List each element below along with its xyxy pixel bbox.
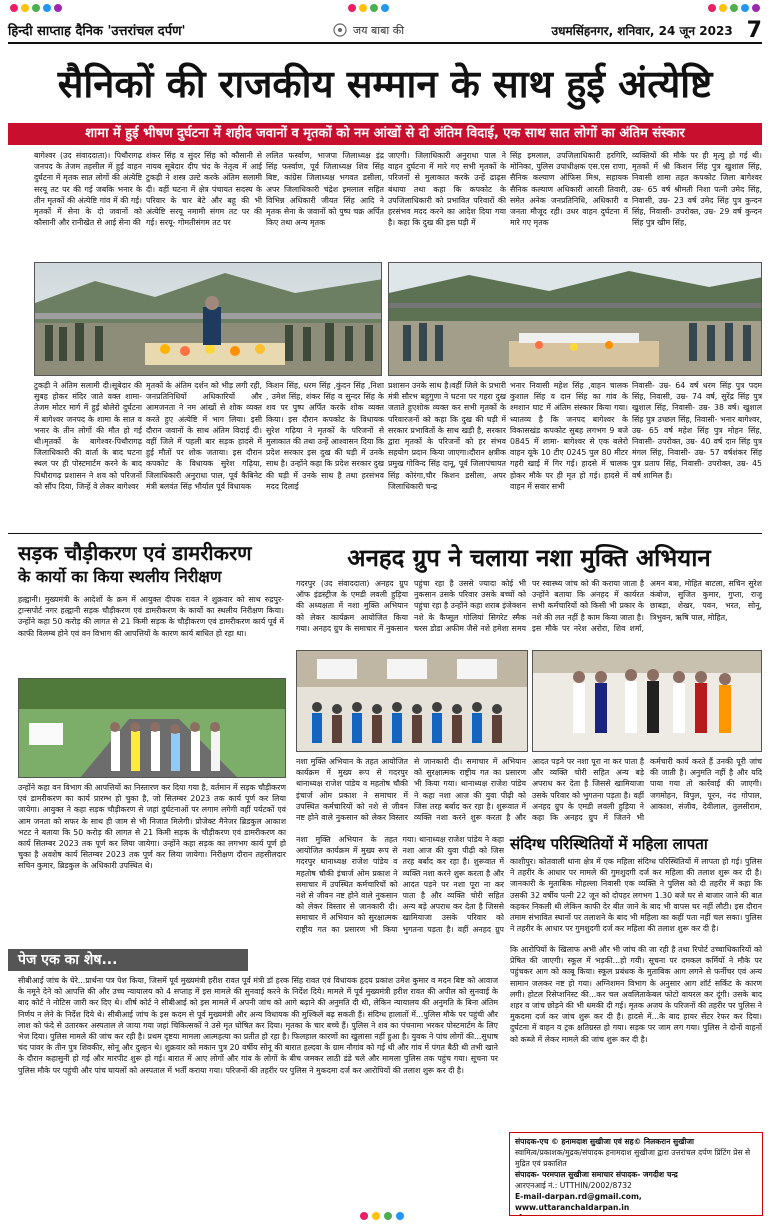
color-dots-left xyxy=(10,4,62,12)
dateline xyxy=(552,18,762,43)
anhad-body-mid: नशा मुक्ति अभियान के तहत आयोजित कार्यक्रम में मुख्य रूप से गदरपुर थानाध्यक्ष राजेश पांडेय व महतोष चौकी इंचार्ज ओम प्रकाश ने समाचार में उपस्थित कर्मचारियों को नशे से जीवन नष्ट होने वाले नुकसान को लेकर विस्तार से जानकारी दी। समाचार में अभियान को सुरक्षात्मक राष्ट्रीय गत का प्रसारण भी किया गया। थानाध्यक्ष राजेश पांडेय ने कहा नशा आज की युवा पीढ़ी को जिस तरह बर्बाद कर रहा है। शुरूवात में व्यक्ति नशा करने शुरू करता है और आदत पड़ने पर नशा पूरा ना कर पाता है और व्यक्ति चोरी सहित अन्य बड़े अपराध कर देता है जिससे खामियाजा उसके परिवार को भुगतना पड़ता है। वहीं अनहद ग्रुप के एमडी लवली हुड़िया ने कहा कि अनहद ग्रुप में जितने भी कर्मचारी कार्य करते हैं उनकी पूरी जांच की जाती है। अनुमति नहीं है और यदि पाया गया तो कार्रवाई की जाएगी। जगमोहन, विपुल, पूरन, नंद गोपाल, आकाश, संजीव, देवीलाल, तुलसीराम, xyxy=(296,757,762,823)
road-inspection-photo xyxy=(18,678,286,778)
bottom-color-dots xyxy=(360,1212,404,1220)
lead-col-4: जाएगी। जिलाधिकारी अनुराधा पाल ने वाहन दुर्घटना में मारे गए सभी मृतकों के परिजनों से मुलाकात करके उन्हें ढाढ़स बंधाया तथा कहा कि कपकोट के उपजिलाधिकारी को प्रभावित परिवारों की हरसंभव मदद करने का आदेश दिया गया है। कहा कि दुख की इस घड़ी में xyxy=(388,151,506,228)
lead-col-5: सिंह इमलाल, उपजिलाधिकारी हरगिरि, मोनिका, पुलिस उपाधीक्षक एस.एस राणा, सैनिक कल्याण ऑफिस मिश्र, सहायक सैनिक कल्याण अधिकारी आरती तिवारी, समेत अनेक जनप्रतिनिधि, अधिकारी व जनता मौजूद रही। उधर वाहन दुर्घटना में मारे गए मृतक xyxy=(510,151,628,228)
lead-col-2b: मृतकों के अंतिम दर्शन को भीड़ लगी रही, जनप्रतिनिधियों अधिकारियों और आमजनता ने नम आंखों से शोक व्यक्त करते हुए अंत्येष्टि में भाग लिया। इसी दौरान जवानों के साथ अंतिम विदाई दी।वहीं जिले में पहली बार सड़क हादसे में हुई मौतों पर शोक जताया। इस दौरान कपकोट के विधायक सुरेश गढ़िया, जिलाधिकारी अनुराधा पाल, पूर्व कैबिनेट मंत्री बलवंत सिंह भौर्याल पूर्व विधायक xyxy=(146,381,262,491)
continued-right-body: कि आरोपियों के खिलाफ अभी और भी जांच की जा रही है तथा रिपोर्ट उच्चाधिकारियों को प्रेषित की जाएगी। स्कूल में भड़की...हो गयी। सूचना पर दमकल कर्मियों ने मौके पर पहुंचकर आग को काबू किया। स्कूल प्रबंधक के मुताबिक आग लगने से फर्नीचर एवं अन्य सामान जलकर नष्ट हो गया। अग्निशमन विभाग के अनुसार आग शॉर्ट सर्किट के कारण लगी। होटल रिसेप्शनिस्ट की...कर चल अवलिताकेबल फोटो वायरल कर दूंगी। उसके बाद शहर व जांच छोड़ने की भी धमकी दी गई। मृतक अजय के परिजनों की तहरीर पर पुलिस ने मुकदमा दर्ज कर जांच शुरू कर दी है। हादसे में...के बाद हायर सेंटर रेफर कर दिया। दुर्घटना में वाहन व ट्रक क्षतिग्रस्त हो गया। सड़क पर जाम लग गया। पुलिस ने दोनों वाहनों को कब्जे में लेकर मामले की जांच शुरू कर दी है। xyxy=(510,945,762,1044)
anhad-event-photo-2 xyxy=(532,650,762,752)
imprint-line-2: स्वामित्व/प्रकाशक/मुद्रक/संपादक हनामदाश सुखीजा द्वारा उत्तरांचल दर्पण प्रिंटिंग प्रेस से मुद्रित एवं प्रकाशित xyxy=(515,1148,751,1168)
lead-col-2: शंकर सिंह व सुंदर सिंह को कौसानी से नायब सूबेदार दीप चंद के नेतृत्व में आई टुकड़ी ने शस्त्र उल्टे करके अंतिम सलामी दी। वहीं घटना में क्षेत्र पंचायत सदस्य के परिवार के चार बेटे और बहू की भी अंत्येष्टि सरयू नमामी संगम तट पर की गई। सरयू- गोमतीसंगम तट पर xyxy=(146,151,262,228)
slogan xyxy=(333,23,404,38)
page-one-continued-body: सीबीआई जांच के घेरे...प्रार्थना पत्र पेश किया, जिसमें पूर्व मुख्यमंत्री हरीश रावत पूर्व मंत्री डॉ हरक सिंह रावत एवं विधायक हृदय प्रकाश उमेश कुमार व मदन बिष्ट को आवाज के नमूने देने को आपत्ति की और उच्च न्यायालय को 4 सप्ताह में इस मामले की सुनवाई करने के निर्देश दिये। मामले में पूर्व मुख्यमंत्री हरीश रावत की अपील को सुनवाई के बाद कोर्ट ने नोटिस जारी कर दिए थे। शीर्ष कोर्ट ने सीबीआई को इस मामले में अपनी जांच को आगे बढ़ाने की अनुमति दी थी, लेकिन न्यायालय की अनुमति के बिना अंतिम निर्णय न लेने के निर्देश दिये थे। सीबीआई जांच के इस कदम से पूर्व मुख्यमंत्री और अन्य विधायक की मुश्किलें बढ़ सकती हैं। संदिग्ध हालातों में...पुलिस मौके पर पहुंची और लाश को फंदे से उतारकर अस्पताल ले जाया गया जहां चिकित्सकों ने उसे मृत घोषित कर दिया। मृतका के चार बच्चे हैं। पुलिस ने शव का पंचनामा भरकर पोस्टमार्टम के लिए भेज दिया। पुलिस मामले की जांच कर रही है। प्रथम दृष्टया मामला आत्महत्या का प्रतीत हो रहा है। फिलहाल कारणों का खुलासा नहीं हुआ है। युवक ने पांच लोगों की...सुधाष चंद पावर के तीन पुत्र शिवकीर, सोनू और दुल्हन थे। शुक्रवार को मकान पुत्र 20 वर्षीय सोनू की बारात हल्दवा के ग्राम नौगांव को गई थी और गांव में पंगत बैठी थी तभी खाने के दौरान कहासुनी हो गई और मारपीट शुरू हो गई। बारात में आए लोगों और गांव के लोगों के बीच जमकर लाठी डंडे चले और मामला पुलिस तक पहुंच गया। सूचना पर पुलिस मौके पर पहुंची और पांच घायलों को अस्पताल में भर्ती कराया गया। परिजनों की तहरीर पर पुलिस ने मुकदमा दर्ज कर आरोपियों की तलाश शुरू कर दी है। xyxy=(18,976,498,1075)
imprint-line-5: E-mail-darpan.rd@gmail.com, www.uttaranchaldarpan.in xyxy=(515,1192,642,1212)
missing-woman-headline: संदिग्ध परिस्थितियों में महिला लापता xyxy=(510,835,708,853)
funeral-photo-right xyxy=(388,262,762,376)
lead-col-4b: प्रशासन उनके साथ है।वहीं जिले के प्रभारी मंत्री सौरभ बहुगुणा ने घटना पर गहरा दुख जताते हुएशोक व्यक्त कर सभी मृतकों के परिवारजनों को कहा कि दुख की घड़ी में सरकार प्रभावितों के साथ खड़ी है, सरकार द्वारा मृतकों के परिजनों को हर संभव सहयोग प्रदान किया जाएगा।दौरान क्षत्रीक प्रमुख गोविन्द सिंह दानू, पूर्व जिलापंचायत सिंह कोरंगा,चौर किशन डसीला, अपर जिलाधिकारी चन्द्र xyxy=(388,381,506,491)
lead-col-6: व्यक्तियों की मौके पर ही मृत्यु हो गई थी। मृतकों में श्री किशन सिंह पुत्र खुशाल सिंह, निवासी शामा तहत कपकोट जिला बागेश्वर उम्र- 65 वर्ष श्रीमती निशा पत्नी उमेद सिंह, निवासी, उम्र- 23 वर्ष उमेद सिंह पुत्र कुन्दन सिंह, निवासी- उपरोक्त, उम्र- 29 वर्ष कुन्दन सिंह पुत्र खीम सिंह, xyxy=(632,151,762,228)
lead-strap: शामा में हुई भीषण दुर्घटना में शहीद जवानों व मृतकों को नम आंखों से दी अंतिम विदाई, एक साथ सात लोगों का अंतिम संस्कार xyxy=(8,123,762,145)
lead-headline: सैनिकों की राजकीय सम्मान के साथ हुई अंत्येष्टि xyxy=(57,61,713,106)
lead-col-3: ललित फर्स्वाण, भाजपा जिलाध्यक्ष इंद्र सिंह फर्स्वाण, पूर्व जिलाध्यक्ष शिव सिंह बिष्ट, कांग्रेस जिलाध्यक्ष भगवत डसीला, अपर जिलाधिकारी चंद्रेश इमलाल सहित विभिन्न अधिकारी जीयत सिंह आदि ने मृतक सेना के जवानों को पुष्प चक्र अर्पित किए तथा अन्य मृतक xyxy=(266,151,384,228)
road-headline-1: सड़क चौड़ीकरण एवं डामरीकरण xyxy=(18,541,252,565)
anhad-continued: नशा मुक्ति अभियान के तहत आयोजित कार्यक्रम में मुख्य रूप से गदरपुर थानाध्यक्ष राजेश पांडेय व महतोष चौकी इंचार्ज ओम प्रकाश ने समाचार में उपस्थित कर्मचारियों को नशे से जीवन नष्ट होने वाले नुकसान को लेकर विस्तार से जानकारी दी। समाचार में अभियान को सुरक्षात्मक राष्ट्रीय गत का प्रसारण भी किया गया। थानाध्यक्ष राजेश पांडेय ने कहा नशा आज की युवा पीढ़ी को जिस तरह बर्बाद कर रहा है। शुरूवात में व्यक्ति नशा करने शुरू करता है और आदत पड़ने पर नशा पूरा ना कर पाता है और व्यक्ति चोरी सहित अन्य बड़े अपराध कर देता है जिससे खामियाजा उसके परिवार को भुगतना पड़ता है। वहीं अनहद ग्रुप xyxy=(296,835,504,934)
funeral-photo-left xyxy=(34,262,382,376)
imprint-line-3: संपादक- परमपाल सुखीजा समाचार संपादक- जगदीश चन्द्र xyxy=(515,1170,678,1179)
anhad-body-top: गदरपुर (उद संवाददाता) अनहद ग्रुप ऑफ इंडस्ट्रीज के एमडी लवली हुड़िया की अध्यक्षता में नशा मुक्ति अभियान को लेकर कार्यक्रम आयोजित किया गया। अनहद ग्रुप के समाचार में नुकसान पहुंचा रहा है उससे ज्यादा कोई भी नुकसान उसके परिवार उसके बच्चों को पहुंचा रहा है उन्होंने कहा शराब इंजेक्शन नशे के कैप्सूल गोलियां सिगरेट स्मैक चरस डोडा अफीम जैसे नशे हमेशा समय पर स्वास्थ्य जांच को की कराया जाता है उन्होंने बताया कि अनहद में कार्यरत सभी कर्मचारियों को किसी भी प्रकार के नशे की लत नहीं है काम किया जाता है। इस मौके पर नरेश अरोरा, शिव शर्मा, अमन बत्रा, मोहित बाटला, सचिन सुरेश कंबोज, सुजित कुमार, गुप्ता, राजू छाबड़ा, शेखर, पवन, भरत, सोनू, त्रिभुवन, ऋषि पाल, मोहित, xyxy=(296,579,762,633)
slogan-text: जय बाबा की xyxy=(352,23,405,37)
road-headline-2: के कार्यो का किया स्थलीय निरीक्षण xyxy=(18,567,222,586)
road-body-top: हल्द्वानी। मुख्यमंत्री के आदेशों के क्रम में आयुक्त दीपक रावत ने शुक्रवार को साथ रुद्रपुर- ट्रान्सपोर्ट नगर हल्द्वानी सड़क चौड़ीकरण एवं डामरीकरण के कार्यो का स्थलीय निरीक्षण किया। उन्होंने कहा 50 करोड़ की लागत से 21 किमी सड़क के चौड़ीकरण एवं डामरीकरण कार्य पूर्व में काफी विलम्ब होने एवं वन विभाग की आपत्तियों के कारण कार्य बाधित हो रहा था। xyxy=(18,595,284,638)
color-dots-center xyxy=(348,4,389,12)
lead-col-1b: टुकड़ी ने अंतिम सलामी दी।सूबेदार की सुबह होकर मंदिर जाते वक्त शामा-तेजम मोटर मार्ग में हुई बोलेरो दुर्घटना में बागेश्वर जनपद के शामा के सात व भनार के तीन लोगों की मौत हो गई थी।मृतकों के बागेश्वर-पिथौरागढ़ जिलाधिकारी की वार्ता के बाद घटना स्थल पर ही पोस्टमार्टम करने के बाद पिथौरागढ़ प्रशासन ने शव को परिजनों को सौंप दिया, जिन्हें वे लेकर बागेश्वर xyxy=(34,381,142,491)
lead-col-5b: भनार निवासी महेश सिंह ,वाहन चालक कुशाल सिंह व दान सिंह का गांव के श्मशान घाट में अंतिम संस्कार किया गया। ध्यातव्य है कि जनपद बागेश्वर के विकासखंड कपकोट सुबह लगभग 9 बजे 0845 में शामा- बागेश्वर से एक बलेरो वाहन यूके 10 टीए 0245 पुल 80 मीटर गहरी खाई में गिर गई। हादसे में चालक होकर मौके पर ही मृत हो गई। हादसे में वाहन में सवार सभी xyxy=(510,381,628,491)
imprint-line-6 xyxy=(515,1213,757,1216)
anhad-headline: अनहद ग्रुप ने चलाया नशा मुक्ति अभियान xyxy=(347,543,711,572)
section-divider xyxy=(8,533,762,534)
masthead xyxy=(8,18,762,44)
imprint-line-4: आरएनआई नं.: UTTHIN/2002/8732 xyxy=(515,1181,632,1190)
lead-col-1: बागेश्वर (उद संवाददाता)। पिथौरागढ़ जनपद के तेजम तहसील में हुई वाहन दुर्घटना में मृतक सात लोगों की अंत्येष्टि सरयू तट पर की गई जबकि भनार के तीन मृतकों की अंत्येष्टि गांव में की गई। मृतकों में सेना के दो जवानों को कौसानी और रानीखेत से आई सेना की xyxy=(34,151,142,228)
lead-col-6b: निवासी- उम्र- 64 वर्ष धरम सिंह पुत्र पदम सिंह, निवासी, उम्र- 74 वर्ष, सुरेंद्र सिंह पुत्र खुशाल सिंह, निवासी- उम्र- 38 वर्ष। खुशाल सिंह पुत्र उच्छल सिंह, निवासी- भनार बागेश्वर, उम्र- 65 वर्ष महेश सिंह पुत्र मोहन सिंह, निवासी- उपरोक्त, उम्र- 40 वर्ष दान सिंह पुत्र मंगल सिंह, निवासी- उम्र- 57 वर्षशंकर सिंह पुत्र प्रताप सिंह, निवासी- उपरोक्त, उम्र- 45 वर्ष शामिल हैं। xyxy=(632,381,762,480)
paper-name: हिन्दी साप्ताह दैनिक 'उत्तरांचल दर्पण' xyxy=(8,24,186,39)
om-icon xyxy=(333,23,347,37)
color-dots-right xyxy=(708,4,760,12)
imprint-line-1: संपादक-एच © हनामदाश सुखीजा एवं सह© निलकरान सुखीजा xyxy=(515,1137,694,1146)
anhad-event-photo-1 xyxy=(296,650,528,752)
page-number: 7 xyxy=(746,17,762,43)
road-body-bottom: उन्होंने कहा वन विभाग की आपत्तियों का निस्तारण कर दिया गया है, वर्तमान में सड़क चौड़ीकरण एवं डामरीकरण का कार्य प्रारम्भ हो चुका है, जो सितम्बर 2023 तक कार्य पूर्ण कर लिया जायेगा। आयुक्त ने कहा सड़क चौड़ीकरण से जहां दुर्घटनाओं पर लगाम लगेगी वहीं पर्यटकों एवं आम जनता को सफर के साथ ही जाम से भी निजात मिलेगी। प्रोजेक्ट मैनेजर ब्रिडकुल आकाश भटट ने बताया कि 50 करोड़ की लागत से 21 किमी सड़क के चौड़ीकरण एवं डामरीकरण का कार्य सितम्बर 2023 तक पूर्ण कर लिया जायेगा। उन्होंने कहा सड़क का लगभग कार्य पूर्ण हो चुका है अवशेष कार्य सितम्बर 2023 तक पूर्ण कर लिया जायेगा। निरीक्षण दौरान तहसीलदार सचिन कुमार, ब्रिडकुल के अधिकारी उपस्थित थे। xyxy=(18,783,286,871)
imprint-box xyxy=(509,1132,763,1216)
lead-col-3b: किशन सिंह, धरम सिंह ,कुंदन सिंह ,निशा , उमेश सिंह, शंकर सिंह व सुन्दर सिंह के शव पर पुष्प अर्पित करके शोक व्यक्त किया। इस दौरान कपकोट के विधायक सुरेश गढ़िया ने मृतकों के परिजनों से मुलाकात की तथा उन्हें आश्वासन दिया कि प्रदेश सरकार इस दुख की घड़ी में उनके साथ है। उन्होंने कहा कि प्रदेश सरकार दुख की घड़ी में उनके साथ है तथा हरसंभव मदद दिलाई xyxy=(266,381,384,491)
missing-woman-body: काशीपुर। कोतवाली थाना क्षेत्र में एक महिला संदिग्ध परिस्थितियों में लापता हो गई। पुलिस ने तहरीर के आधार पर मामले की गुमशुदगी दर्ज कर महिला की तलाश शुरू कर दी है। जानकारी के मुताबिक मोहल्ला निवासी एक व्यक्ति ने पुलिस को दी तहरीर में कहा कि उसकी 32 वर्षीय पत्नी 22 जून को दोपहर लगभग 1.30 बजे घर से बाजार जाने की बात कहकर निकली थी लेकिन काफी देर बीत जाने के बाद भी वापस घर नहीं लौटी। इस दौरान तमाम संभावित स्थानों पर तलाशने के बाद भी महिला का कहीं पता नहीं चल सका। पुलिस ने तहरीर के आधार पर गुमशुदगी दर्ज कर महिला की तलाश शुरू कर दी है। xyxy=(510,857,762,934)
page-one-continued-label: पेज एक का शेष... xyxy=(8,949,248,971)
date-text: उधमसिंहनगर, शनिवार, 24 जून 2023 xyxy=(551,23,733,38)
